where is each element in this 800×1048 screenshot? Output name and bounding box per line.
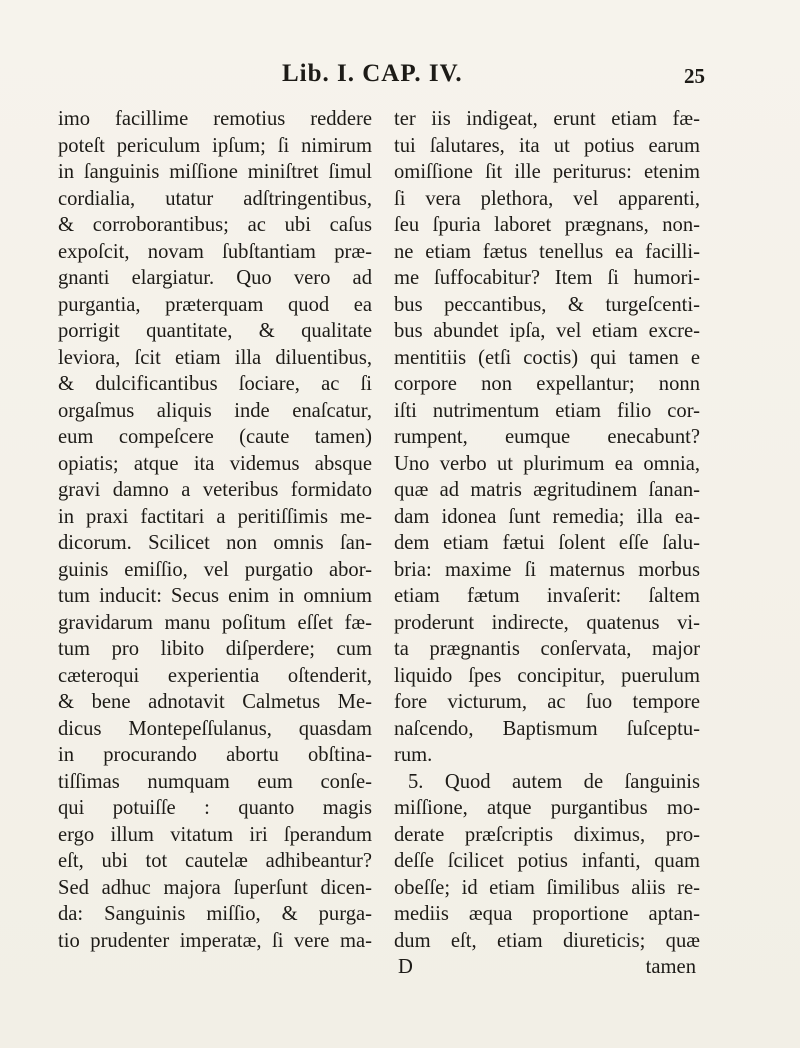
right-text-column [394, 106, 700, 954]
text-line: bus peccantibus, & turgeſcenti- [394, 293, 700, 316]
text-line: opiatis; atque ita videmus absque [58, 452, 372, 475]
text-line: ergo illum vitatum iri ſperandum [58, 823, 372, 846]
text-line: dem etiam fætui ſolent eſſe ſalu- [394, 532, 700, 554]
text-line: liquido ſpes concipitur, puerulum [394, 664, 700, 687]
text-line: eſt, ubi tot cautelæ adhibeantur? [58, 850, 372, 872]
text-line: fore victurum, ac ſuo tempore [394, 691, 700, 713]
text-line: cordialia, utatur adſtringentibus, [58, 187, 372, 210]
text-line: expoſcit, novam ſubſtantiam præ- [58, 240, 372, 263]
text-line: poteſt periculum ipſum; ſi nimirum [58, 134, 372, 157]
text-line: in procurando abortu obſtina- [58, 744, 372, 766]
text-line: tiſſimas numquam eum conſe- [58, 770, 372, 793]
catchword: tamen [645, 956, 696, 978]
text-line: purgantia, præterquam quod ea [58, 293, 372, 316]
text-line: 5. Quod autem de ſanguinis [408, 770, 700, 793]
text-line: & corroborantibus; ac ubi caſus [58, 214, 372, 236]
text-line: etiam fætum invaſerit: ſaltem [394, 585, 700, 607]
text-line: in praxi factitari a peritiſſimis me- [58, 505, 372, 528]
text-line: tui ſalutares, ita ut potius earum [394, 134, 700, 157]
text-line: leviora, ſcit etiam illa diluentibus, [58, 346, 372, 369]
text-line: dam idonea ſunt remedia; illa ea- [394, 505, 700, 528]
text-line: ſi vera plethora, vel apparenti, [394, 187, 700, 210]
text-line: qui potuiſſe : quanto magis [58, 797, 372, 819]
text-line: ter iis indigeat, erunt etiam fæ- [394, 108, 700, 130]
text-line: miſſione, atque purgantibus mo- [394, 797, 700, 819]
text-line: imo facillime remotius reddere [58, 108, 372, 130]
text-line: proderunt indirecte, quatenus vi- [394, 611, 700, 634]
text-line: guinis emiſſio, vel purgatio abor- [58, 558, 372, 581]
text-line: tum inducit: Secus enim in omnium [58, 585, 372, 607]
text-line: omiſſione ſit ille periturus: etenim [394, 161, 700, 183]
text-line: tio prudenter imperatæ, ſi vere ma- [58, 929, 372, 952]
text-line: & dulcificantibus ſociare, ac ſi [58, 373, 372, 395]
text-line: in ſanguinis miſſione miniſtret ſimul [58, 161, 372, 183]
text-line: cæteroqui experientia oſtenderit, [58, 664, 372, 687]
text-line: porrigit quantitate, & qualitate [58, 320, 372, 342]
text-line: Sed adhuc majora ſuperſunt dicen- [58, 876, 372, 899]
text-line: me ſuffocabitur? Item ſi humori- [394, 267, 700, 289]
text-line: gravi damno a veteribus formidato [58, 479, 372, 501]
text-line: mentitiis (etſi coctis) qui tamen e [394, 346, 700, 369]
text-line: dicorum. Scilicet non omnis ſan- [58, 532, 372, 554]
text-line: gnanti elargiatur. Quo vero ad [58, 267, 372, 289]
text-line: mediis æqua proportione aptan- [394, 903, 700, 925]
signature-mark: D [398, 956, 413, 978]
page-number: 25 [684, 64, 705, 88]
text-line: rumpent, eumque enecabunt? [394, 426, 700, 448]
text-line: derate præſcriptis diximus, pro- [394, 823, 700, 846]
text-line: orgaſmus aliquis inde enaſcatur, [58, 399, 372, 422]
text-line: eum compeſcere (caute tamen) [58, 426, 372, 448]
page-footer [394, 954, 700, 981]
text-line: corpore non expellantur; nonn [394, 373, 700, 395]
text-line: rum. [394, 744, 433, 766]
text-line: ne etiam fætus tenellus ea facilli- [394, 240, 700, 263]
text-line: deſſe ſcilicet potius infanti, quam [394, 850, 700, 872]
text-line: quæ ad matris ægritudinem ſanan- [394, 479, 700, 501]
text-line: obeſſe; id etiam ſimilibus aliis re- [394, 876, 700, 899]
text-line: tum pro libito diſperdere; cum [58, 638, 372, 660]
text-line: da: Sanguinis miſſio, & purga- [58, 903, 372, 925]
text-line: iſti nutrimentum etiam filio cor- [394, 399, 700, 422]
running-head: Lib. I. CAP. IV. [282, 60, 463, 87]
text-line: bus abundet ipſa, vel etiam excre- [394, 320, 700, 342]
text-line: gravidarum manu poſitum eſſet fæ- [58, 611, 372, 634]
left-text-column [58, 106, 372, 954]
text-line: dum eſt, etiam diureticis; quæ [394, 929, 700, 952]
text-line: dicus Montepeſſulanus, quasdam [58, 717, 372, 740]
text-line: ta prægnantis conſervata, major [394, 638, 700, 660]
text-line: Uno verbo ut plurimum ea omnia, [394, 452, 700, 475]
text-line: naſcendo, Baptismum ſuſceptu- [394, 717, 700, 740]
text-line: & bene adnotavit Calmetus Me- [58, 691, 372, 713]
text-line: ſeu ſpuria laboret prægnans, non- [394, 214, 700, 236]
text-line: bria: maxime ſi maternus morbus [394, 558, 700, 581]
